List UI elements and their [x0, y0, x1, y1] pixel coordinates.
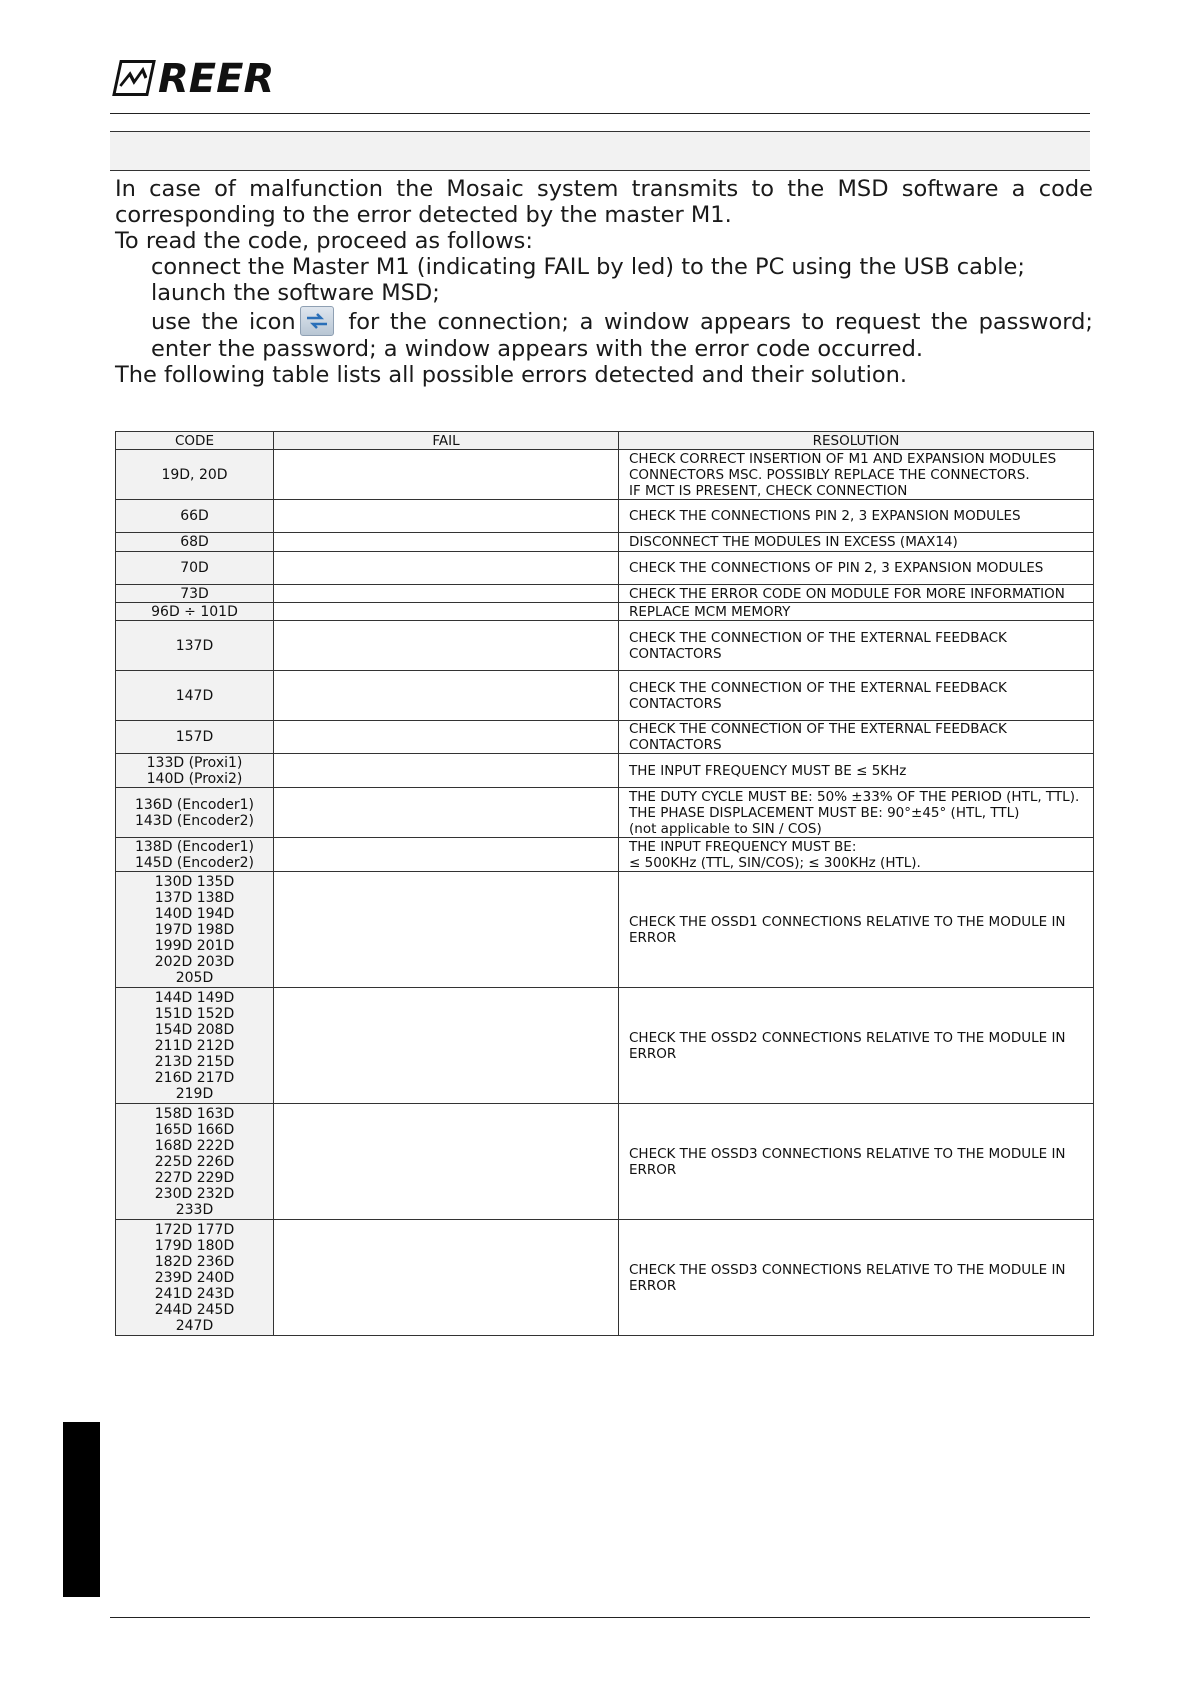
error-code-cell [116, 1104, 274, 1220]
resolution-cell [619, 621, 1094, 671]
table-row [116, 1104, 1094, 1220]
table-row [116, 603, 1094, 621]
error-code: 143D (Encoder2) [134, 812, 255, 829]
error-code-cell [116, 754, 274, 788]
resolution-line: ERROR [629, 1045, 677, 1062]
fail-cell [274, 450, 619, 500]
error-code: 247D [175, 1317, 214, 1334]
resolution-line: ≤ 500KHz (TTL, SIN/COS); ≤ 300KHz (HTL). [629, 854, 921, 871]
error-code: 225D 226D [154, 1153, 235, 1170]
error-code: 213D 215D [154, 1053, 235, 1070]
error-code-cell [116, 838, 274, 872]
error-code-cell [116, 585, 274, 603]
resolution-line: THE INPUT FREQUENCY MUST BE: [629, 838, 857, 855]
error-code: 68D [180, 534, 209, 550]
resolution-cell [619, 988, 1094, 1104]
table-row [116, 450, 1094, 500]
error-code: 230D 232D [154, 1185, 235, 1202]
fail-cell [274, 585, 619, 603]
language-side-tab [63, 1422, 100, 1597]
table-row [116, 1220, 1094, 1336]
error-code: 154D 208D [154, 1021, 235, 1038]
header-fail: FAIL [274, 432, 619, 450]
fail-cell [274, 500, 619, 533]
fail-cell [274, 872, 619, 988]
table-body [116, 450, 1094, 1336]
resolution-line: CHECK THE OSSD3 CONNECTIONS RELATIVE TO THE MODULE IN [629, 1145, 1066, 1162]
resolution-line: IF MCT IS PRESENT, CHECK CONNECTION [629, 482, 908, 499]
step-3 [115, 306, 1093, 362]
error-code: 137D 138D [154, 889, 235, 906]
resolution-line: CONTACTORS [629, 645, 722, 662]
resolution-line: CHECK THE CONNECTIONS PIN 2, 3 EXPANSION MODULES [629, 508, 1021, 524]
resolution-line: REPLACE MCM MEMORY [629, 603, 791, 620]
resolution-line: CONNECTORS MSC. POSSIBLY REPLACE THE CONNECTORS. [629, 466, 1030, 483]
resolution-line: CHECK THE CONNECTION OF THE EXTERNAL FEEDBACK [629, 679, 1007, 696]
resolution-cell [619, 603, 1094, 621]
fail-cell [274, 754, 619, 788]
intro-text [115, 176, 1093, 388]
error-code: 168D 222D [154, 1137, 235, 1154]
error-code: 73D [180, 585, 209, 602]
resolution-cell [619, 1104, 1094, 1220]
error-code: 179D 180D [154, 1237, 235, 1254]
header-code: CODE [116, 432, 274, 450]
table-row [116, 552, 1094, 585]
connection-icon [300, 306, 334, 336]
error-code-cell [116, 621, 274, 671]
error-code-cell [116, 450, 274, 500]
error-code-cell [116, 533, 274, 552]
table-row [116, 500, 1094, 533]
resolution-line: CHECK THE OSSD2 CONNECTIONS RELATIVE TO THE MODULE IN [629, 1029, 1066, 1046]
resolution-line: CHECK THE CONNECTION OF THE EXTERNAL FEEDBACK [629, 629, 1007, 646]
resolution-line: CHECK CORRECT INSERTION OF M1 AND EXPANSION MODULES [629, 450, 1057, 467]
fail-cell [274, 721, 619, 754]
error-code: 140D 194D [154, 905, 235, 922]
step-2: launch the software MSD; [151, 280, 440, 306]
error-code: 19D, 20D [161, 466, 228, 483]
reer-logo-icon [112, 60, 156, 96]
resolution-line: ERROR [629, 1161, 677, 1178]
error-code: 197D 198D [154, 921, 235, 938]
table-row [116, 872, 1094, 988]
resolution-cell [619, 500, 1094, 533]
resolution-line: CONTACTORS [629, 695, 722, 712]
fail-cell [274, 838, 619, 872]
step-3-after: for the connection; a window appears to request the password; enter the password; a window appears with the error code occurred. [151, 309, 1093, 362]
error-code: 205D [175, 969, 214, 986]
error-code: 172D 177D [154, 1221, 235, 1238]
header-rule [110, 113, 1090, 114]
error-code: 239D 240D [154, 1269, 235, 1286]
resolution-line: THE PHASE DISPLACEMENT MUST BE: 90°±45° (HTL, TTL) [629, 804, 1020, 821]
error-code: 199D 201D [154, 937, 235, 954]
error-code-cell [116, 500, 274, 533]
resolution-line: THE DUTY CYCLE MUST BE: 50% ±33% OF THE PERIOD (HTL, TTL). [629, 788, 1080, 805]
error-code-cell [116, 988, 274, 1104]
error-code: 147D [175, 687, 214, 704]
error-code: 137D [175, 637, 214, 654]
error-code: 133D (Proxi1) [146, 754, 243, 771]
error-code: 202D 203D [154, 953, 235, 970]
resolution-line: ERROR [629, 929, 677, 946]
error-code: 165D 166D [154, 1121, 235, 1138]
resolution-line: THE INPUT FREQUENCY MUST BE ≤ 5KHz [629, 762, 907, 779]
resolution-line: CHECK THE OSSD1 CONNECTIONS RELATIVE TO THE MODULE IN [629, 913, 1066, 930]
intro-closing: The following table lists all possible errors detected and their solution. [115, 362, 907, 388]
resolution-cell [619, 721, 1094, 754]
error-code-cell [116, 788, 274, 838]
error-code: 145D (Encoder2) [134, 854, 255, 871]
resolution-cell [619, 872, 1094, 988]
resolution-cell [619, 788, 1094, 838]
error-code: 241D 243D [154, 1285, 235, 1302]
error-code: 216D 217D [154, 1069, 235, 1086]
logo-text: REER [158, 56, 275, 102]
header-resolution: RESOLUTION [619, 432, 1094, 450]
error-code: 130D 135D [154, 873, 235, 890]
table-row [116, 988, 1094, 1104]
fail-cell [274, 552, 619, 585]
resolution-line: CHECK THE CONNECTION OF THE EXTERNAL FEEDBACK [629, 721, 1007, 737]
fail-cell [274, 533, 619, 552]
error-code: 244D 245D [154, 1301, 235, 1318]
intro-paragraph-1: In case of malfunction the Mosaic system transmits to the MSD software a code corresponding to the error detected by the master M1. [115, 176, 1093, 228]
table-row [116, 585, 1094, 603]
step-3-before: use the icon [151, 309, 296, 335]
table-row [116, 788, 1094, 838]
error-code: 136D (Encoder1) [134, 796, 255, 813]
error-code: 158D 163D [154, 1105, 235, 1122]
error-code: 182D 236D [154, 1253, 235, 1270]
error-code: 66D [180, 508, 209, 524]
fail-cell [274, 621, 619, 671]
resolution-line: CHECK THE ERROR CODE ON MODULE FOR MORE INFORMATION [629, 585, 1065, 602]
table-row [116, 838, 1094, 872]
error-code: 144D 149D [154, 989, 235, 1006]
footer-rule [110, 1617, 1090, 1618]
error-code: 211D 212D [154, 1037, 235, 1054]
resolution-cell [619, 838, 1094, 872]
error-code: 233D [175, 1201, 214, 1218]
fail-cell [274, 1220, 619, 1336]
table-row [116, 671, 1094, 721]
error-code: 70D [180, 560, 209, 576]
resolution-cell [619, 671, 1094, 721]
fail-cell [274, 1104, 619, 1220]
resolution-cell [619, 450, 1094, 500]
table-row [116, 621, 1094, 671]
fail-cell [274, 788, 619, 838]
resolution-cell [619, 585, 1094, 603]
resolution-line: CHECK THE OSSD3 CONNECTIONS RELATIVE TO THE MODULE IN [629, 1261, 1066, 1278]
resolution-cell [619, 1220, 1094, 1336]
resolution-cell [619, 533, 1094, 552]
error-code: 227D 229D [154, 1169, 235, 1186]
error-code-cell [116, 671, 274, 721]
error-code-cell [116, 603, 274, 621]
resolution-line: (not applicable to SIN / COS) [629, 820, 822, 837]
error-code: 157D [175, 729, 214, 745]
reer-logo [116, 56, 275, 102]
resolution-line: CHECK THE CONNECTIONS OF PIN 2, 3 EXPANSION MODULES [629, 560, 1044, 576]
resolution-line: CONTACTORS [629, 737, 722, 753]
table-row [116, 721, 1094, 754]
intro-paragraph-2: To read the code, proceed as follows: [115, 228, 533, 254]
resolution-cell [619, 552, 1094, 585]
resolution-cell [619, 754, 1094, 788]
table-header-row [116, 432, 1094, 450]
error-code: 140D (Proxi2) [146, 770, 243, 787]
error-code-cell [116, 1220, 274, 1336]
error-code: 151D 152D [154, 1005, 235, 1022]
error-code-cell [116, 552, 274, 585]
error-code: 219D [175, 1085, 214, 1102]
error-code: 138D (Encoder1) [134, 838, 255, 855]
step-1: connect the Master M1 (indicating FAIL by led) to the PC using the USB cable; [151, 254, 1025, 280]
section-title-band [110, 131, 1090, 171]
error-code-cell [116, 872, 274, 988]
table-row [116, 533, 1094, 552]
error-code: 96D ÷ 101D [151, 603, 238, 620]
resolution-line: DISCONNECT THE MODULES IN EXCESS (MAX14) [629, 534, 958, 550]
resolution-line: ERROR [629, 1277, 677, 1294]
fail-cell [274, 671, 619, 721]
fail-cell [274, 988, 619, 1104]
error-code-table [115, 431, 1094, 1336]
table-row [116, 754, 1094, 788]
error-code-cell [116, 721, 274, 754]
fail-cell [274, 603, 619, 621]
